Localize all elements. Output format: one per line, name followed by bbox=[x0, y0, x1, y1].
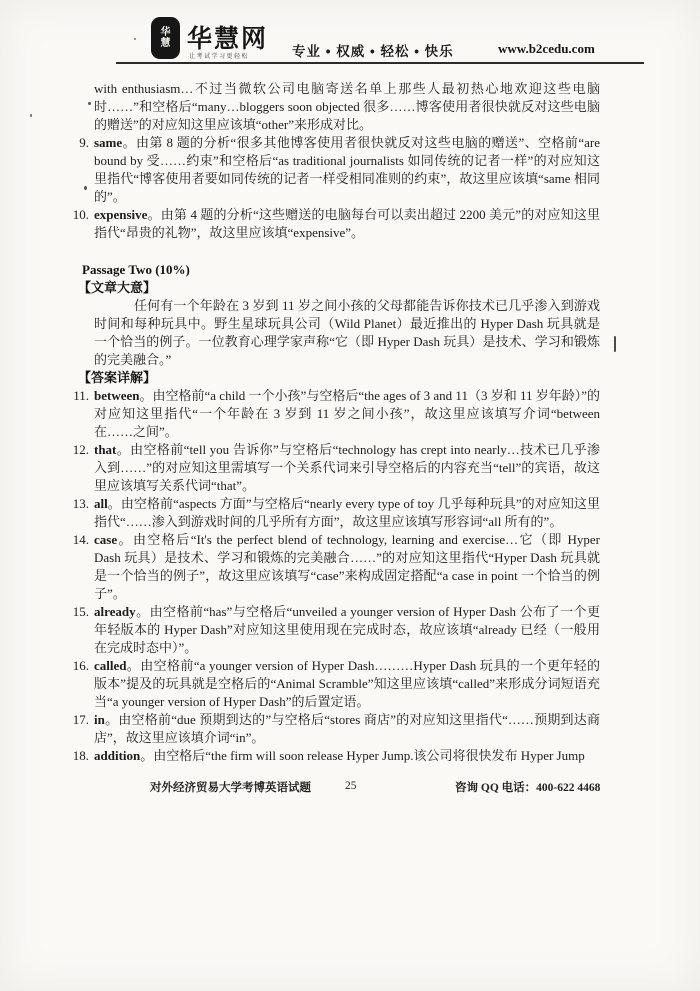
answer-explanation: 。由空格后“It's the perfect blend of technology, learning and exercise…它（即 Hyper Dash 玩具）是技术、学习和锻炼的完美融合……”的对应知这里指代“Hyper Dash 玩具就是一个恰当的例子”，故这里应该填写“case”来构成固定搭配“a case in point 一个恰当的例子”。 bbox=[94, 532, 600, 601]
scan-artifact bbox=[134, 38, 136, 40]
answer-item-13 bbox=[72, 495, 600, 531]
answer-explanation: 。由空格前“due 预期到达的”与空格后“stores 商店”的对应知这里指代“……预期到达商店”，故这里应该填介词“in”。 bbox=[94, 712, 600, 745]
answer-item-9 bbox=[79, 134, 600, 206]
answer-word: in bbox=[94, 712, 105, 727]
huahui-seal-logo-icon bbox=[151, 17, 180, 59]
scan-artifact bbox=[30, 114, 32, 117]
item-number: 18. bbox=[72, 748, 89, 763]
passage-title: Passage Two (10%) bbox=[82, 262, 190, 277]
header-slogan: 专业 • 权威 • 轻松 • 快乐 bbox=[292, 44, 454, 59]
scan-artifact bbox=[88, 102, 91, 105]
item-number: 12. bbox=[72, 442, 89, 457]
answer-explanation: 。由第 4 题的分析“这些赠送的电脑每台可以卖出超过 2200 美元”的对应知这里指代“昂贵的礼物”，故这里应该填“expensive”。 bbox=[94, 207, 600, 240]
seal-char-1: 华 bbox=[160, 27, 171, 38]
footer-contact: 咨询 QQ 电话：400-622 4468 bbox=[455, 782, 601, 794]
answers-heading: 【答案详解】 bbox=[78, 370, 157, 385]
item-8-continuation: with enthusiasm…不过当微软公司电脑寄送名单上那些人最初热心地欢迎这些电脑时……”和空格后“many…bloggers soon objected 很多……博客使用者很快就反对这些电脑的赠送”的对应知这里应该填“other”来形成对比。 bbox=[94, 81, 600, 132]
answer-word: addition bbox=[94, 748, 141, 763]
item-number: 13. bbox=[72, 496, 89, 511]
answer-item-11 bbox=[73, 387, 600, 441]
item-number: 16. bbox=[72, 658, 89, 673]
brand-name: 华慧网 bbox=[187, 25, 269, 53]
seal-char-2: 慧 bbox=[160, 38, 171, 49]
answer-word: called bbox=[94, 658, 127, 673]
summary-heading: 【文章大意】 bbox=[78, 280, 157, 295]
footer-page-number: 25 bbox=[345, 780, 357, 792]
footer-document-title: 对外经济贸易大学考博英语试题 bbox=[150, 782, 311, 794]
answer-item-14 bbox=[72, 531, 600, 603]
answer-item-18 bbox=[72, 747, 600, 765]
scan-artifact bbox=[84, 186, 87, 190]
answer-item-10 bbox=[72, 206, 600, 242]
answer-explanation: 。由空格前“a child 一个小孩”与空格后“the ages of 3 and 11（3 岁和 11 岁年龄）”的对应知这里指代“一个年龄在 3 岁到 11 岁之间小孩”，故这里应该填写介词“between 在……之间”。 bbox=[94, 388, 600, 439]
item-number: 14. bbox=[72, 532, 89, 547]
answer-word: same bbox=[94, 135, 123, 150]
answer-item-16 bbox=[72, 657, 600, 711]
scan-artifact bbox=[614, 336, 616, 352]
answer-explanation: 。由空格前“has”与空格后“unveiled a younger version of Hyper Dash 公布了一个更年轻版本的 Hyper Dash”对应知这里使用现在完成时态，故应该填“already 已经（一般用在完成时态中）”。 bbox=[94, 604, 600, 655]
answer-explanation: 。由空格前“tell you 告诉你”与空格后“technology has crept into nearly…技术已几乎渗入到……”的对应知这里需填写一个关系代词来引导空格后的内容充当“tell”的宾语，故这里应该填写关系代词“that”。 bbox=[94, 442, 600, 493]
answer-explanation: 。由空格后“the firm will soon release Hyper Jump.该公司将很快发布 Hyper Jump bbox=[140, 748, 585, 763]
answer-explanation: 。由空格前“aspects 方面”与空格后“nearly every type of toy 几乎每种玩具”的对应知这里指代“……渗入到游戏时间的几乎所有方面”，故这里应该填写形容词“all 所有的”。 bbox=[94, 496, 600, 529]
item-number: 10. bbox=[72, 207, 89, 222]
item-number: 15. bbox=[72, 604, 89, 619]
answer-word: expensive bbox=[94, 207, 148, 222]
item-number: 11. bbox=[73, 388, 89, 403]
document-body bbox=[72, 80, 600, 765]
passage-summary: 任何有一个年龄在 3 岁到 11 岁之间小孩的父母都能告诉你技术已几乎渗入到游戏时间和每种玩具中。野生星球玩具公司（Wild Planet）最近推出的 Hyper Dash 玩具就是一个恰当的例子。一位教育心理学家声称“它（即 Hyper Dash 玩具）是技术、学习和锻炼的完美融合。” bbox=[94, 298, 600, 367]
website-url: www.b2cedu.com bbox=[498, 41, 595, 56]
answer-explanation: 。由第 8 题的分析“很多其他博客使用者很快就反对这些电脑的赠送”、空格前“are bound by 受……约束”和空格后“as traditional journalists 如同传统的记者一样”的对应知这里指代“博客使用者要如同传统的记者一样受相同准则的约束”，故这里应该填“same 相同的”。 bbox=[94, 135, 600, 204]
answer-item-12 bbox=[72, 441, 600, 495]
answer-word: between bbox=[94, 388, 140, 403]
item-number: 17. bbox=[72, 712, 89, 727]
answer-explanation: 。由空格前“a younger version of Hyper Dash………Hyper Dash 玩具的一个更年轻的版本”提及的玩具就是空格后的“Animal Scramble”知这里应该填“called”来形成分词短语充当“a younger version of Hyper Dash”的后置定语。 bbox=[94, 658, 600, 709]
answer-word: all bbox=[94, 496, 108, 511]
answer-word: already bbox=[94, 604, 136, 619]
answer-word: case bbox=[94, 532, 118, 547]
item-number: 9. bbox=[79, 135, 89, 150]
logo-tagline: 让考试学习更轻松 bbox=[189, 54, 250, 60]
answer-word: that bbox=[94, 442, 117, 457]
header-divider bbox=[116, 62, 644, 64]
answer-item-15 bbox=[72, 603, 600, 657]
answer-item-17 bbox=[72, 711, 600, 747]
